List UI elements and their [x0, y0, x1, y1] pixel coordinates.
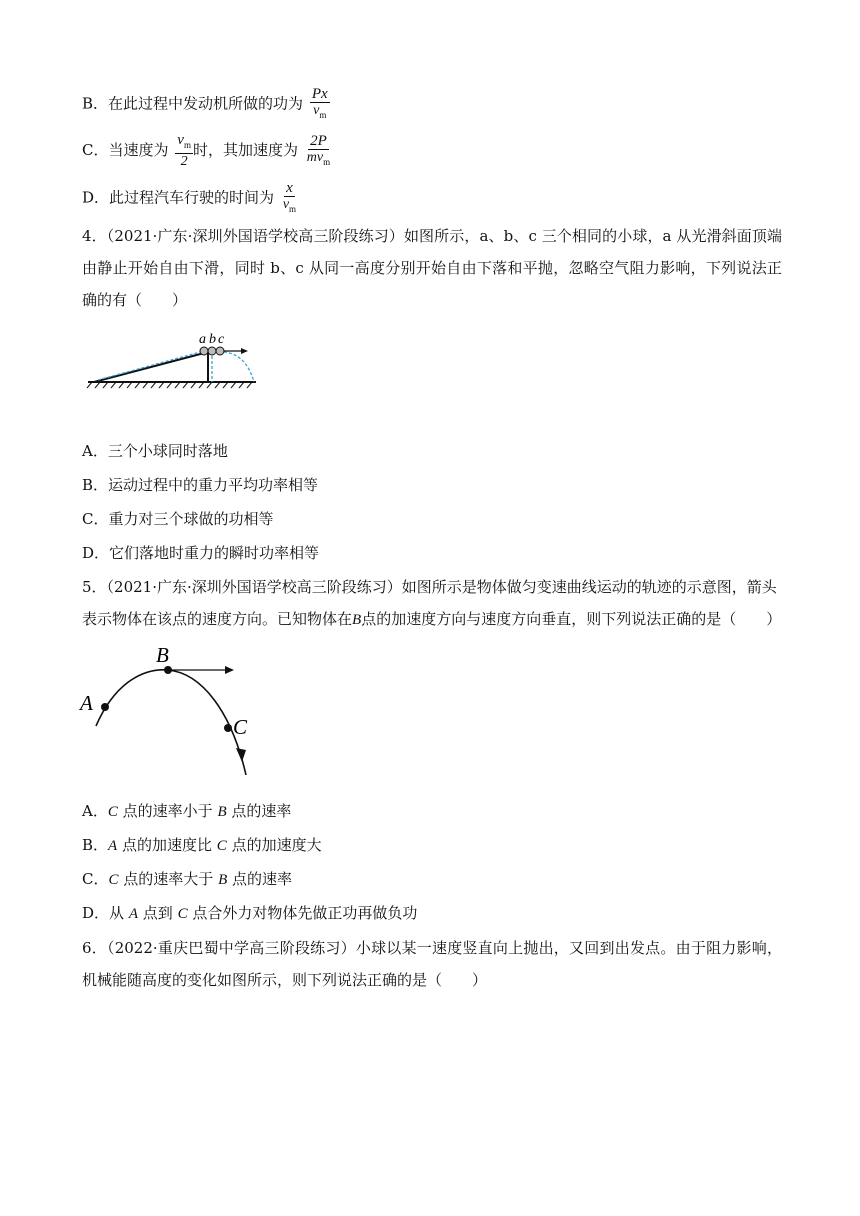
q4-option-b: B．运动过程中的重力平均功率相等: [82, 476, 319, 494]
fraction: [305, 133, 332, 170]
trajectory: [96, 670, 246, 775]
point-c: [224, 724, 232, 732]
q3-option-b: [82, 86, 330, 123]
option-label: C．: [82, 141, 109, 159]
label-a: A: [80, 691, 93, 715]
fraction: [175, 132, 193, 170]
label-c: c: [218, 332, 225, 347]
fraction-numerator: $v_m$: [175, 132, 193, 154]
path-a: [98, 351, 204, 380]
label-b: B: [156, 643, 169, 667]
arrow-head-b: [225, 666, 234, 674]
arrow-head-end: [236, 748, 246, 762]
q3-option-c: [82, 132, 332, 170]
q5-stem-line1: 5．（2021·广东·深圳外国语学校高三阶段练习）如图所示是物体做匀变速曲线运动的轨迹的示意图，箭头: [82, 578, 777, 596]
q4-option-a: A．三个小球同时落地: [82, 442, 228, 460]
q4-stem: 4．（2021·广东·深圳外国语学校高三阶段练习）如图所示，a、b、c 三个相同的小球，a 从光滑斜面顶端由静止开始自由下滑，同时 b、c 从同一高度分别开始自由下落和平抛，忽略空气阻力影响，下列说法正确的有（ ）: [82, 227, 782, 309]
q4-option-d: D．它们落地时重力的瞬时功率相等: [82, 544, 320, 562]
q5-option-a: A．C 点的速率小于 B 点的速率: [82, 802, 292, 820]
fraction: [310, 86, 330, 123]
fraction-numerator: x: [286, 180, 293, 196]
ball-a: [200, 347, 208, 355]
fraction-numerator: Px: [311, 86, 328, 102]
fraction: [281, 180, 298, 217]
point-a: [101, 703, 109, 711]
fraction-denominator: 2: [180, 154, 188, 169]
fraction-denominator: $v_m$: [282, 197, 297, 214]
option-text: 在此过程中发动机所做的功为: [108, 94, 304, 113]
q4-figure: [84, 326, 274, 416]
fraction-numerator: 2P: [310, 132, 327, 149]
path-c: [224, 352, 254, 382]
label-c: C: [233, 715, 248, 739]
option-label: B．: [82, 94, 109, 113]
q6-stem: 6．（2022·重庆巴蜀中学高三阶段练习）小球以某一速度竖直向上抛出，又回到出发点。由于阻力影响，机械能随高度的变化如图所示，则下列说法正确的是（ ）: [82, 939, 782, 989]
fraction-denominator: $mv_m$: [306, 149, 331, 167]
ball-b: [208, 347, 216, 355]
fraction-denominator: $v_m$: [313, 103, 327, 120]
label-a: a: [199, 332, 206, 347]
option-label: D．: [82, 188, 110, 207]
option-text: 时，其加速度为: [192, 141, 298, 159]
q5-option-b: B．A 点的加速度比 C 点的加速度大: [82, 836, 322, 854]
q5-option-c: C．C 点的速率大于 B 点的速率: [82, 870, 293, 888]
q5-stem-line2: 表示物体在该点的速度方向。已知物体在B点的加速度方向与速度方向垂直，则下列说法正确的是（ ）: [82, 610, 782, 628]
arrow-head: [241, 348, 248, 354]
q4-option-c: C．重力对三个球做的功相等: [82, 510, 274, 528]
q5-option-d: D．从 A 点到 C 点合外力对物体先做正功再做负功: [82, 904, 418, 922]
option-text: 当速度为: [108, 141, 169, 159]
label-b: b: [209, 332, 216, 347]
ball-c: [216, 347, 224, 355]
q3-option-d: [82, 180, 298, 217]
option-text: 此过程汽车行驶的时间为: [109, 188, 275, 207]
incline: [94, 352, 208, 382]
q5-figure: [76, 640, 266, 785]
